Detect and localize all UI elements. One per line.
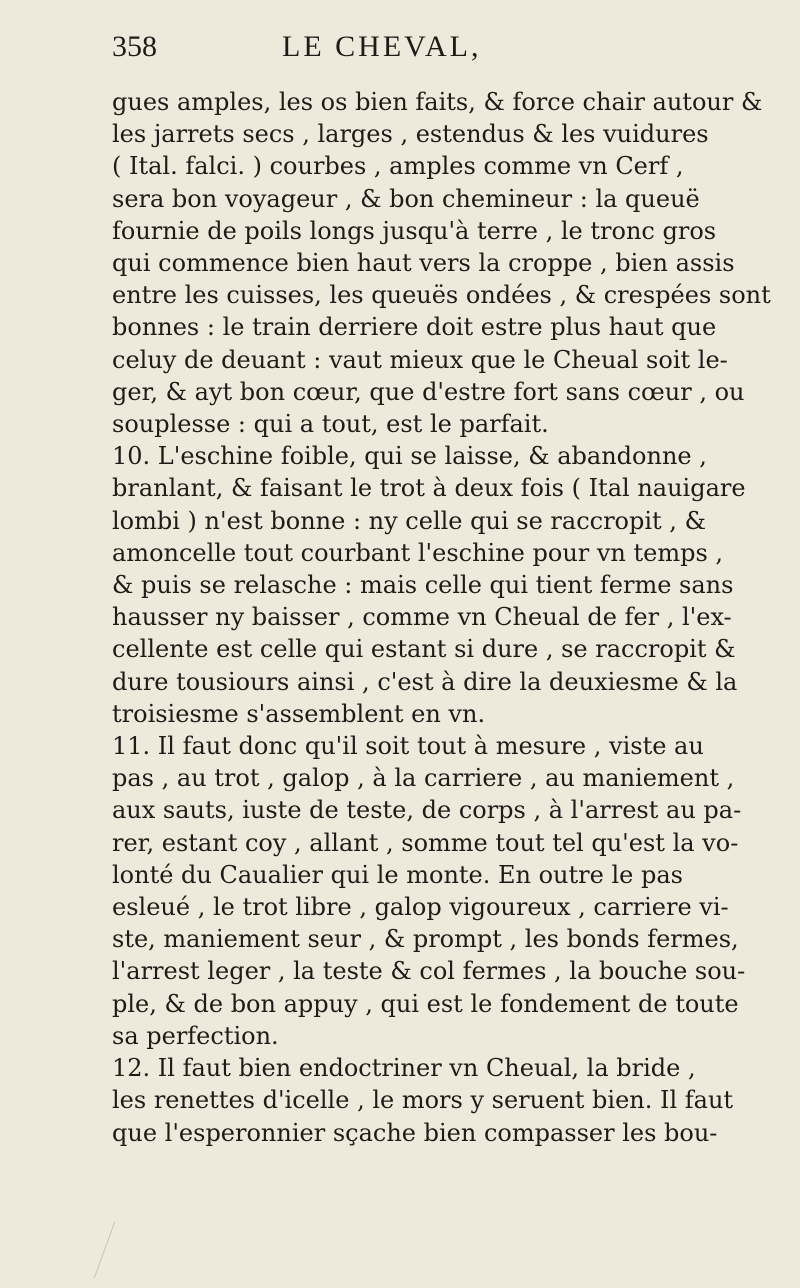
text-line: ( Ital. falci. ) courbes , amples comme vn Cerf , <box>112 152 684 181</box>
text-line: l'arrest leger , la teste & col fermes , la bouche sou- <box>112 957 746 986</box>
text-line: aux sauts, iuste de teste, de corps , à l'arrest au pa- <box>112 796 742 825</box>
text-line: fournie de poils longs jusqu'à terre , le tronc gros <box>112 216 717 245</box>
text-line: hausser ny baisser , comme vn Cheual de fer , l'ex- <box>112 603 732 632</box>
text-line: 11. Il faut donc qu'il soit tout à mesure , viste au <box>112 732 704 761</box>
text-line: dure tousiours ainsi , c'est à dire la deuxiesme & la <box>112 667 738 696</box>
text-line: lonté du Caualier qui le monte. En outre le pas <box>112 860 683 889</box>
text-line: esleué , le trot libre , galop vigoureux , carriere vi- <box>112 893 729 922</box>
text-line: sa perfection. <box>112 1021 279 1050</box>
text-line: les renettes d'icelle , le mors y seruent bien. Il faut <box>112 1086 734 1115</box>
text-line: bonnes : le train derriere doit estre plus haut que <box>112 313 717 342</box>
text-line: branlant, & faisant le trot à deux fois ( Ital nauigare <box>112 474 746 503</box>
text-line: entre les cuisses, les queuës ondées , & crespées sont <box>112 281 771 310</box>
text-line: ste, maniement seur , & prompt , les bonds fermes, <box>112 925 739 954</box>
scan-crease-mark <box>94 1222 115 1279</box>
text-line: sera bon voyageur , & bon chemineur : la queuë <box>112 184 700 213</box>
text-line: souplesse : qui a tout, est le parfait. <box>112 410 549 439</box>
running-head: LE CHEVAL, <box>282 30 482 63</box>
page-header <box>112 30 760 80</box>
text-line: amoncelle tout courbant l'eschine pour vn temps , <box>112 538 724 567</box>
text-line: les jarrets secs , larges , estendus & les vuidures <box>112 120 709 149</box>
text-line: cellente est celle qui estant si dure , se raccropit & <box>112 635 736 664</box>
text-line: pas , au trot , galop , à la carriere , au maniement , <box>112 764 735 793</box>
text-line: 10. L'eschine foible, qui se laisse, & abandonne , <box>112 442 707 471</box>
body-text <box>112 86 772 1149</box>
text-line: troisiesme s'assemblent en vn. <box>112 699 486 728</box>
text-line: qui commence bien haut vers la croppe , bien assis <box>112 249 735 278</box>
text-line: rer, estant coy , allant , somme tout tel qu'est la vo- <box>112 828 739 857</box>
page-number: 358 <box>112 30 157 63</box>
text-line: 12. Il faut bien endoctriner vn Cheual, la bride , <box>112 1054 696 1083</box>
text-line: que l'esperonnier sçache bien compasser les bou- <box>112 1118 718 1147</box>
text-line: ger, & ayt bon cœur, que d'estre fort sans cœur , ou <box>112 377 745 406</box>
text-line: celuy de deuant : vaut mieux que le Cheual soit le- <box>112 345 728 374</box>
text-line: lombi ) n'est bonne : ny celle qui se raccropit , & <box>112 506 706 535</box>
text-line: gues amples, les os bien faits, & force chair autour & <box>112 88 763 116</box>
text-line: & puis se relasche : mais celle qui tient ferme sans <box>112 571 734 600</box>
text-line: ple, & de bon appuy , qui est le fondement de toute <box>112 989 739 1018</box>
